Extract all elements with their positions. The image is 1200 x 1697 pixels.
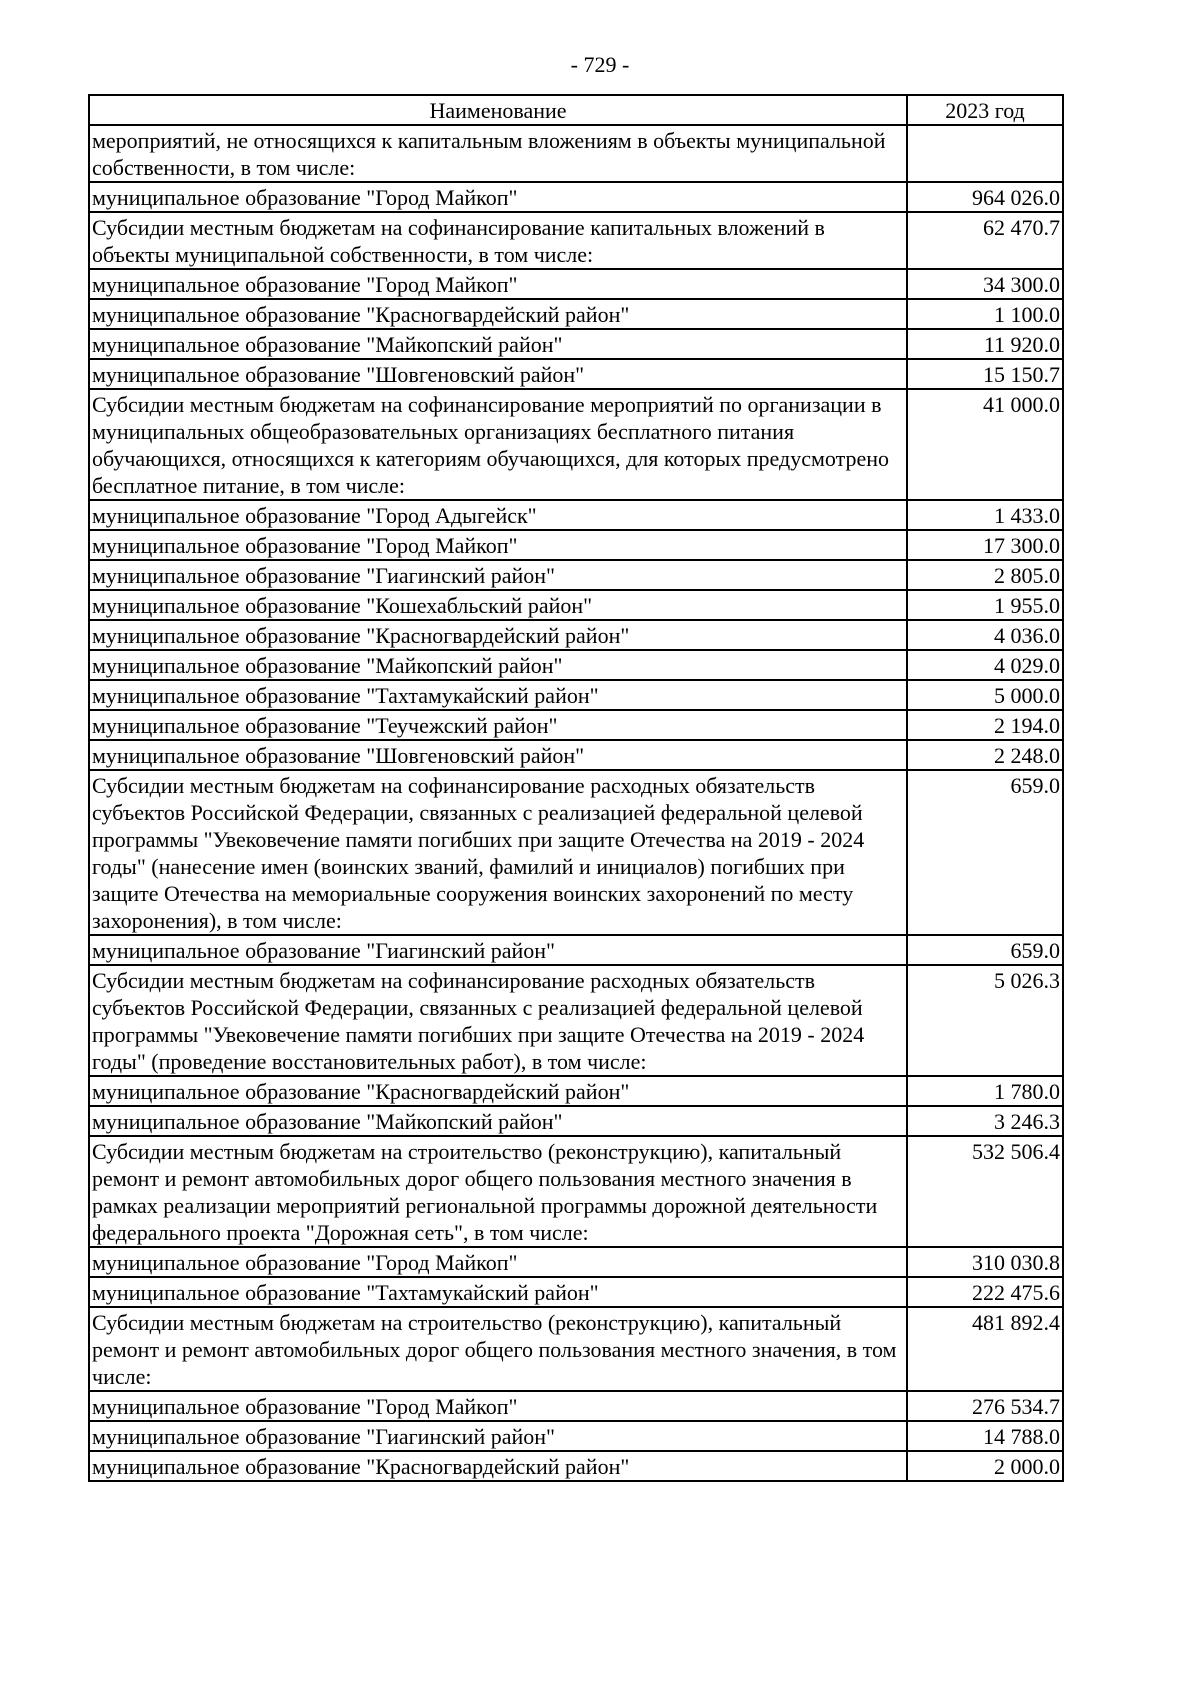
table-row — [89, 1076, 1063, 1106]
table-header-row — [89, 95, 1063, 125]
table-row — [89, 935, 1063, 965]
row-value: 2 805.0 — [907, 560, 1063, 590]
row-value: 1 433.0 — [907, 500, 1063, 530]
table-row — [89, 299, 1063, 329]
header-name: Наименование — [89, 95, 907, 125]
row-value: 276 534.7 — [907, 1391, 1063, 1421]
row-value: 222 475.6 — [907, 1277, 1063, 1307]
row-value: 11 920.0 — [907, 329, 1063, 359]
row-name: муниципальное образование "Город Майкоп" — [89, 1247, 907, 1277]
row-name: муниципальное образование "Красногвардейский район" — [89, 1076, 907, 1106]
row-name: муниципальное образование "Город Майкоп" — [89, 182, 907, 212]
table-row — [89, 212, 1063, 269]
table-row — [89, 359, 1063, 389]
row-value: 5 026.3 — [907, 965, 1063, 1076]
row-name: муниципальное образование "Гиагинский район" — [89, 935, 907, 965]
row-value: 1 955.0 — [907, 590, 1063, 620]
row-value: 15 150.7 — [907, 359, 1063, 389]
row-name: муниципальное образование "Красногвардейский район" — [89, 299, 907, 329]
row-name: муниципальное образование "Гиагинский район" — [89, 560, 907, 590]
table-row — [89, 1136, 1063, 1247]
budget-table — [88, 94, 1064, 1482]
row-value: 964 026.0 — [907, 182, 1063, 212]
table-row — [89, 1421, 1063, 1451]
row-value: 659.0 — [907, 935, 1063, 965]
table-row — [89, 650, 1063, 680]
table-row — [89, 269, 1063, 299]
table-row — [89, 182, 1063, 212]
row-name: муниципальное образование "Город Майкоп" — [89, 530, 907, 560]
table-row — [89, 500, 1063, 530]
row-name: муниципальное образование "Майкопский район" — [89, 1106, 907, 1136]
row-name: муниципальное образование "Майкопский район" — [89, 650, 907, 680]
row-name: Субсидии местным бюджетам на строительство (реконструкцию), капитальный ремонт и ремонт автомобильных дорог общего пользования местного значения в рамках реализации мероприятий региональной программы дорожной деятельности федерального проекта "Дорожная сеть", в том числе: — [89, 1136, 907, 1247]
row-name: муниципальное образование "Город Майкоп" — [89, 269, 907, 299]
table-row — [89, 740, 1063, 770]
table-row — [89, 1391, 1063, 1421]
row-value: 310 030.8 — [907, 1247, 1063, 1277]
row-name: муниципальное образование "Шовгеновский район" — [89, 740, 907, 770]
row-name: муниципальное образование "Кошехабльский район" — [89, 590, 907, 620]
table-body — [89, 125, 1063, 1481]
row-value: 3 246.3 — [907, 1106, 1063, 1136]
table-row — [89, 1247, 1063, 1277]
row-name: муниципальное образование "Тахтамукайский район" — [89, 1277, 907, 1307]
table-row — [89, 530, 1063, 560]
row-name: мероприятий, не относящихся к капитальным вложениям в объекты муниципальной собственности, в том числе: — [89, 125, 907, 182]
row-name: муниципальное образование "Теучежский район" — [89, 710, 907, 740]
table-row — [89, 590, 1063, 620]
table-row — [89, 965, 1063, 1076]
row-value: 14 788.0 — [907, 1421, 1063, 1451]
row-value: 2 248.0 — [907, 740, 1063, 770]
row-value: 17 300.0 — [907, 530, 1063, 560]
row-value: 2 000.0 — [907, 1451, 1063, 1481]
row-value: 4 036.0 — [907, 620, 1063, 650]
table-row — [89, 125, 1063, 182]
row-value: 34 300.0 — [907, 269, 1063, 299]
row-name: Субсидии местным бюджетам на строительство (реконструкцию), капитальный ремонт и ремонт автомобильных дорог общего пользования местного значения, в том числе: — [89, 1307, 907, 1391]
row-name: Субсидии местным бюджетам на софинансирование мероприятий по организации в муниципальных общеобразовательных организациях бесплатного питания обучающихся, относящихся к категориям обучающихся, для которых предусмотрено бесплатное питание, в том числе: — [89, 389, 907, 500]
row-name: муниципальное образование "Красногвардейский район" — [89, 1451, 907, 1481]
row-value: 62 470.7 — [907, 212, 1063, 269]
table-row — [89, 1277, 1063, 1307]
row-value: 659.0 — [907, 770, 1063, 935]
table-row — [89, 1106, 1063, 1136]
row-value: 532 506.4 — [907, 1136, 1063, 1247]
row-name: муниципальное образование "Тахтамукайский район" — [89, 680, 907, 710]
row-value: 1 780.0 — [907, 1076, 1063, 1106]
page-number: - 729 - — [570, 52, 630, 77]
row-name: муниципальное образование "Красногвардейский район" — [89, 620, 907, 650]
row-name: муниципальное образование "Майкопский район" — [89, 329, 907, 359]
row-value: 41 000.0 — [907, 389, 1063, 500]
row-value: 4 029.0 — [907, 650, 1063, 680]
table-row — [89, 680, 1063, 710]
table-row — [89, 620, 1063, 650]
table-row — [89, 1307, 1063, 1391]
row-value: 481 892.4 — [907, 1307, 1063, 1391]
table-row — [89, 1451, 1063, 1481]
row-name: муниципальное образование "Город Адыгейск" — [89, 500, 907, 530]
row-value: 5 000.0 — [907, 680, 1063, 710]
table-row — [89, 560, 1063, 590]
header-year: 2023 год — [907, 95, 1063, 125]
table-row — [89, 389, 1063, 500]
table-row — [89, 710, 1063, 740]
row-name: Субсидии местным бюджетам на софинансирование расходных обязательств субъектов Российской Федерации, связанных с реализацией федеральной целевой программы "Увековечение памяти погибших при защите Отечества на 2019 - 2024 годы" (проведение восстановительных работ), в том числе: — [89, 965, 907, 1076]
row-name: муниципальное образование "Шовгеновский район" — [89, 359, 907, 389]
row-name: муниципальное образование "Гиагинский район" — [89, 1421, 907, 1451]
table-row — [89, 770, 1063, 935]
row-value: 1 100.0 — [907, 299, 1063, 329]
row-value: 2 194.0 — [907, 710, 1063, 740]
row-name: Субсидии местным бюджетам на софинансирование капитальных вложений в объекты муниципальной собственности, в том числе: — [89, 212, 907, 269]
row-name: муниципальное образование "Город Майкоп" — [89, 1391, 907, 1421]
row-name: Субсидии местным бюджетам на софинансирование расходных обязательств субъектов Российской Федерации, связанных с реализацией федеральной целевой программы "Увековечение памяти погибших при защите Отечества на 2019 - 2024 годы" (нанесение имен (воинских званий, фамилий и инициалов) погибших при защите Отечества на мемориальные сооружения воинских захоронений по месту захоронения), в том числе: — [89, 770, 907, 935]
table-row — [89, 329, 1063, 359]
row-value — [907, 125, 1063, 182]
